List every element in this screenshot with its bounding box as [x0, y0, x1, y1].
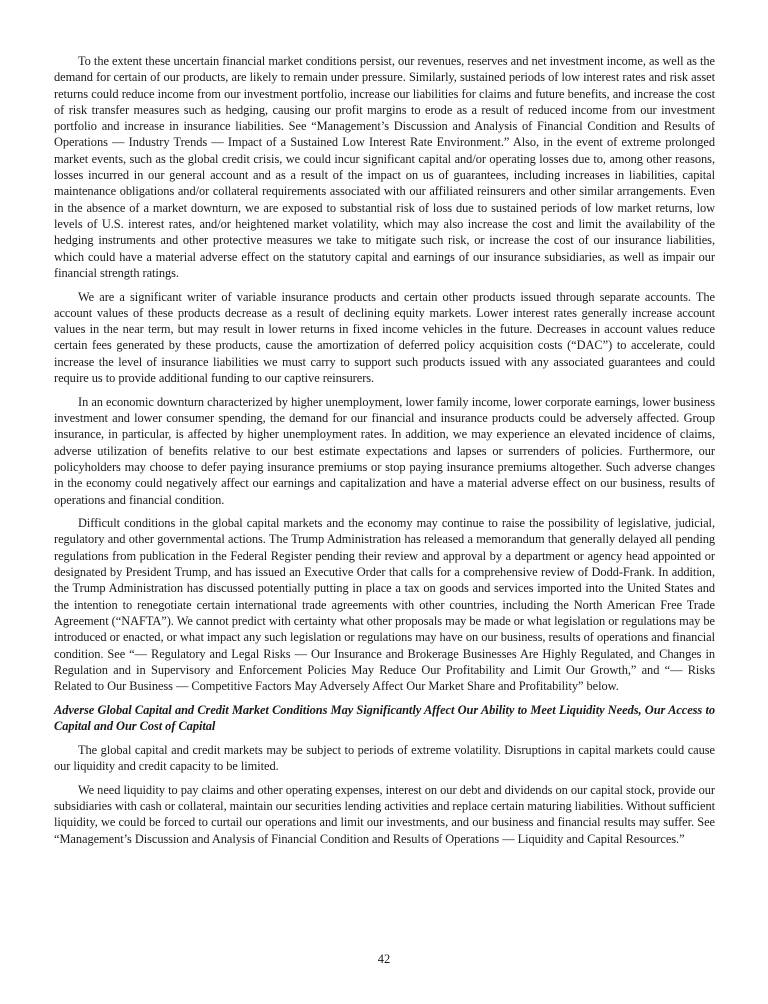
paragraph-variable-insurance: We are a significant writer of variable insurance products and certain other products issued through separate accounts. The account values of these products decrease as a result of declining equity markets. Lower interest rates generally increase account values in the near term, but may result in lower returns in fixed income vehicles in the future. Decreases in account values reduce certain fees generated by these products, cause the amortization of deferred policy acquisition costs (“DAC”) to accelerate, could increase the level of insurance liabilities we must carry to support such products issued with any associated guarantees and could require us to provide additional funding to our captive reinsurers.: [54, 289, 715, 386]
paragraph-governmental-actions: Difficult conditions in the global capital markets and the economy may continue to raise the possibility of legislative, judicial, regulatory and other governmental actions. The Trump Administration has released a memorandum that generally delayed all pending regulations from publication in the Federal Register pending their review and approval by a department or agency head appointed or designated by President Trump, and has issued an Executive Order that calls for a comprehensive review of Dodd-Frank. In addition, the Trump Administration has discussed potentially putting in place a tax on goods and services imported into the United States and the intention to renegotiate certain international trade agreements with other countries, including the North American Free Trade Agreement (“NAFTA”). We cannot predict with certainty what other proposals may be made or what legislation or regulations may be introduced or enacted, or what impact any such legislation or regulations may have on our business, results of operations and financial condition. See “— Regulatory and Legal Risks — Our Insurance and Brokerage Businesses Are Highly Regulated, and Changes in Regulation and in Supervisory and Enforcement Policies May Reduce Our Profitability and Limit Our Growth,” and “— Risks Related to Our Business — Competitive Factors May Adversely Affect Our Market Share and Profitability” below.: [54, 516, 715, 694]
paragraph-market-conditions: To the extent these uncertain financial market conditions persist, our revenues, reserves and net investment income, as well as the demand for certain of our products, are likely to remain under pressure. Similarly, sustained periods of low interest rates and risk asset returns could reduce income from our investment portfolio, increase our liabilities for claims and future benefits, and increase the cost of risk transfer measures such as hedging, causing our profit margins to erode as a result of reduced income from our investment portfolio and increase in insurance liabilities. See “Management’s Discussion and Analysis of Financial Condition and Results of Operations — Industry Trends — Impact of a Sustained Low Interest Rate Environment.” Also, in the event of extreme prolonged market events, such as the global credit crisis, we could incur significant capital and/or operating losses due to, among other reasons, losses incurred in our general account and as a result of the impact on us of guarantees, including increases in liabilities, capital maintenance obligations and/or collateral requirements associated with our affiliated reinsurers and other similar arrangements. Even in the absence of a market downturn, we are exposed to substantial risk of loss due to sustained periods of low market returns, low levels of U.S. interest rates, and/or heightened market volatility, which may also increase the cost and limit the availability of the hedging instruments and other protective measures we take to mitigate such risk, or increase the cost of our insurance liabilities, which could have a material adverse effect on the statutory capital and earnings of our insurance subsidiaries, as well as impair our financial strength ratings.: [54, 54, 715, 280]
paragraph-liquidity-needs: We need liquidity to pay claims and other operating expenses, interest on our debt and dividends on our capital stock, provide our subsidiaries with cash or collateral, maintain our securities lending activities and replace certain maturing liabilities. Without sufficient liquidity, we could be forced to curtail our operations and limit our investments, and our business and financial results may suffer. See “Management’s Discussion and Analysis of Financial Condition and Results of Operations — Liquidity and Capital Resources.”: [54, 782, 715, 846]
paragraph-volatility: The global capital and credit markets may be subject to periods of extreme volatility. Disruptions in capital markets could cause our liquidity and credit capacity to be limited.: [54, 742, 715, 774]
page-number: 42: [377, 952, 391, 966]
paragraph-economic-downturn: In an economic downturn characterized by higher unemployment, lower family income, lower corporate earnings, lower business investment and lower consumer spending, the demand for our financial and insurance products could be adversely affected. Group insurance, in particular, is affected by higher unemployment rates. In addition, we may experience an elevated incidence of claims, adverse utilization of benefits relative to our best estimate expectations and lapses or surrenders of policies. Furthermore, our policyholders may choose to defer paying insurance premiums or stop paying insurance premiums altogether. Such adverse changes in the economy could negatively affect our earnings and capitalization and have a material adverse effect on our business, results of operations and financial condition.: [54, 394, 715, 507]
section-heading: Adverse Global Capital and Credit Market Conditions May Significantly Affect Our Ability to Meet Liquidity Needs, Our Access to Capital and Our Cost of Capital: [54, 702, 715, 734]
document-page: [54, 53, 715, 854]
